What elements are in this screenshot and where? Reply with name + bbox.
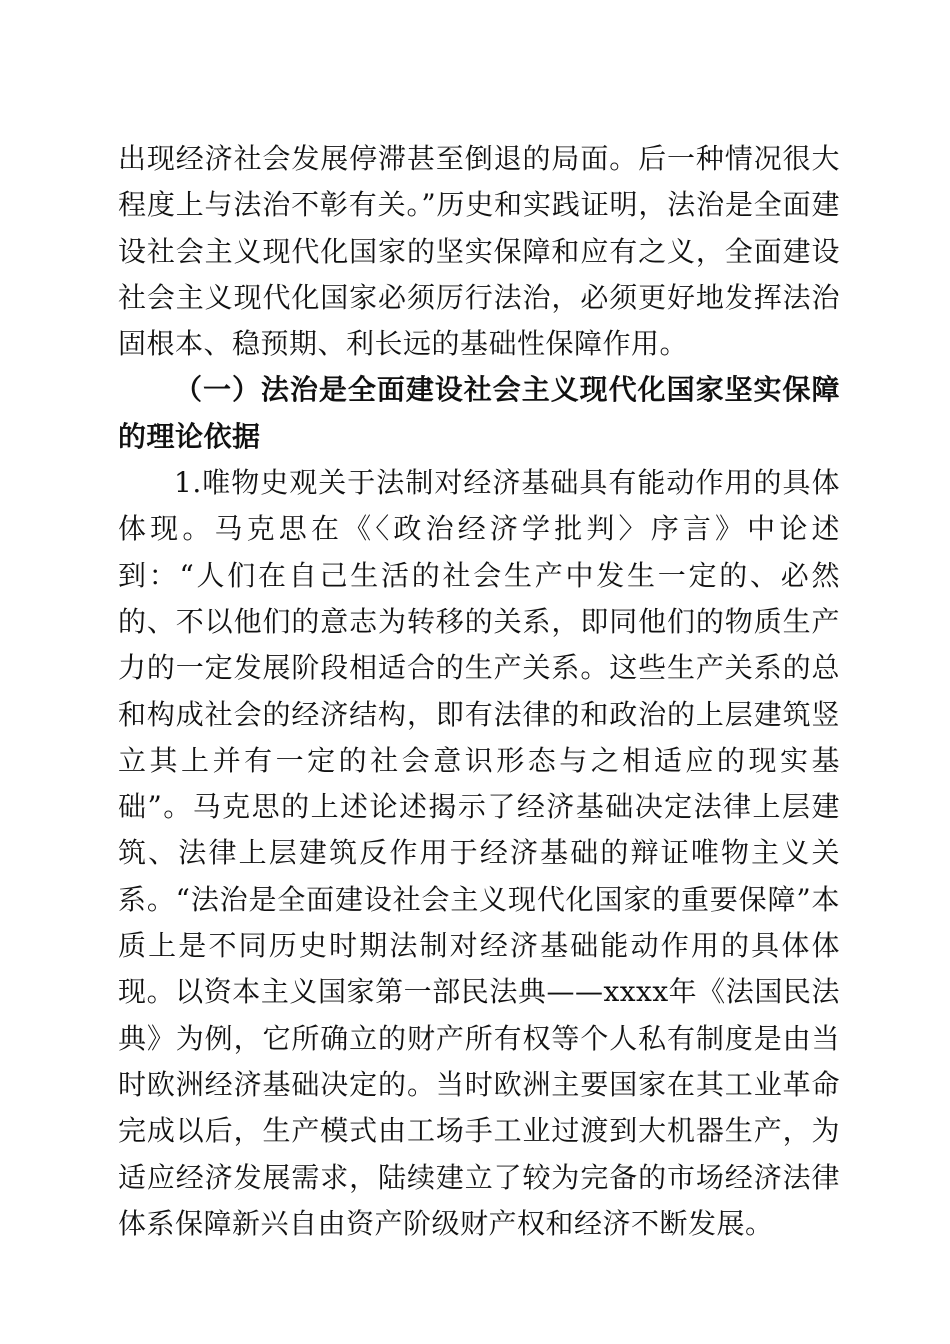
document-body: [118, 136, 840, 1247]
body-paragraph: 1.唯物史观关于法制对经济基础具有能动作用的具体体现。马克思在《〈政治经济学批判〉序言》中论述到：“人们在自己生活的社会生产中发生一定的、必然的、不以他们的意志为转移的关系，即同他们的物质生产力的一定发展阶段相适合的生产关系。这些生产关系的总和构成社会的经济结构，即有法律的和政治的上层建筑竖立其上并有一定的社会意识形态与之相适应的现实基础”。马克思的上述论述揭示了经济基础决定法律上层建筑、法律上层建筑反作用于经济基础的辩证唯物主义关系。“法治是全面建设社会主义现代化国家的重要保障”本质上是不同历史时期法制对经济基础能动作用的具体体现。以资本主义国家第一部民法典——xxxx年《法国民法典》为例，它所确立的财产所有权等个人私有制度是由当时欧洲经济基础决定的。当时欧洲主要国家在其工业革命完成以后，生产模式由工场手工业过渡到大机器生产，为适应经济发展需求，陆续建立了较为完备的市场经济法律体系保障新兴自由资产阶级财产权和经济不断发展。: [118, 466, 840, 1240]
body-paragraph: 出现经济社会发展停滞甚至倒退的局面。后一种情况很大程度上与法治不彰有关。”历史和实践证明，法治是全面建设社会主义现代化国家的坚实保障和应有之义，全面建设社会主义现代化国家必须厉行法治，必须更好地发挥法治固根本、稳预期、利长远的基础性保障作用。: [118, 142, 840, 361]
section-heading: （一）法治是全面建设社会主义现代化国家坚实保障的理论依据: [118, 373, 840, 453]
